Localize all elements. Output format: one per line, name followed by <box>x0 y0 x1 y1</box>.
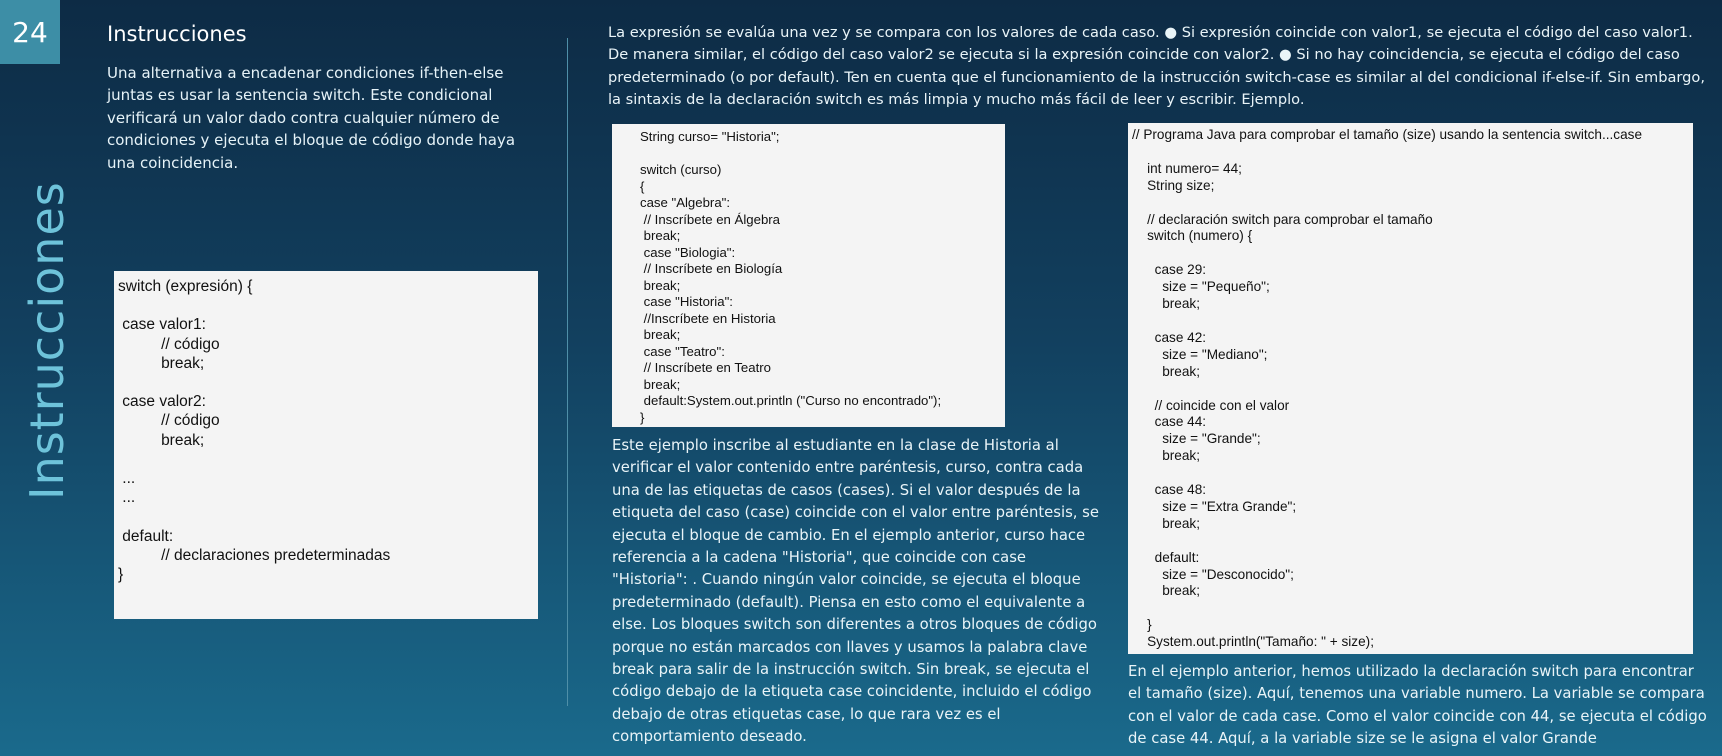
size-example-code-block <box>1128 123 1693 654</box>
column-divider <box>567 38 568 706</box>
switch-syntax-code-block <box>114 271 538 619</box>
section-heading: Instrucciones <box>107 22 247 46</box>
switch-syntax-code: switch (expresión) { case valor1: // código break; case valor2: // código break; ... ... default: // declaraciones predeterminadas } <box>118 278 391 584</box>
page-number: 24 <box>0 0 60 64</box>
side-title: Instrucciones <box>20 181 74 500</box>
curso-explanation-paragraph: Este ejemplo inscribe al estudiante en la clase de Historia al verificar el valor contenido entre paréntesis, curso, contra cada una de las etiquetas de casos (cases). Si el valor después de la etiqueta del caso (case) coincide con el valor entre paréntesis, se ejecuta el bloque de cambio. En el ejemplo anterior, curso hace referencia a la cadena "Historia", que coincide con case "Historia": . Cuando ningún valor coincide, se ejecuta el bloque predeterminado (default). Piensa en esto como el equivalente a else. Los bloques switch son diferentes a otros bloques de código porque no están marcados con llaves y usamos la palabra clave break para salir de la instrucción switch. Sin break, se ejecuta el código debajo de la etiqueta case coincidente, incluido el código debajo de otras etiquetas case, lo que rara vez es el comportamiento deseado. <box>612 437 1099 746</box>
curso-example-code-block <box>612 124 1005 427</box>
intro-paragraph: Una alternativa a encadenar condiciones if-then-else juntas es usar la sentencia switch. Este condicional verificará un valor dado contra cualquier número de condiciones y ejecuta el bloque de código donde haya una coincidencia. <box>107 64 516 172</box>
size-example-code: // Programa Java para comprobar el tamaño (size) usando la sentencia switch...case int numero= 44; String size; // declaración switch para comprobar el tamaño switch (numero) { case 29: size = "Pequeño"; break; case 42: size = "Mediano"; break; // coincide con el valor case 44: size = "Grande"; break; case 48: size = "Extra Grande"; break; default: size = "Desconocido"; break; } System.out.println("Tamaño: " + size); <box>1132 127 1643 650</box>
evaluation-paragraph: La expresión se evalúa una vez y se compara con los valores de cada caso. ● Si expresión coincide con valor1, se ejecuta el código del caso valor1. De manera similar, el código del caso valor2 se ejecuta si la expresión coincide con valor2. ● Si no hay coincidencia, se ejecuta el código del caso predeterminado (o por default). Ten en cuenta que el funcionamiento de la instrucción switch-case es similar al del condicional if-else-if. Sin embargo, la sintaxis de la declaración switch es más limpia y mucho más fácil de leer y escribir. Ejemplo. <box>608 24 1705 109</box>
size-explanation-paragraph: En el ejemplo anterior, hemos utilizado la declaración switch para encontrar el tamaño (size). Aquí, tenemos una variable numero. La variable se compara con el valor de cada case. Como el valor coincide con 44, se ejecuta el código de case 44. Aquí, a la variable size se le asigna el valor Grande <box>1128 663 1707 748</box>
curso-example-code: String curso= "Historia"; switch (curso) { case "Algebra": // Inscríbete en Álgebra break; case "Biologia": // Inscríbete en Biología break; case "Historia": //Inscríbete en Historia break; case "Teatro": // Inscríbete en Teatro break; default:System.out.println ("Curso no encontrado"); } <box>640 129 942 425</box>
